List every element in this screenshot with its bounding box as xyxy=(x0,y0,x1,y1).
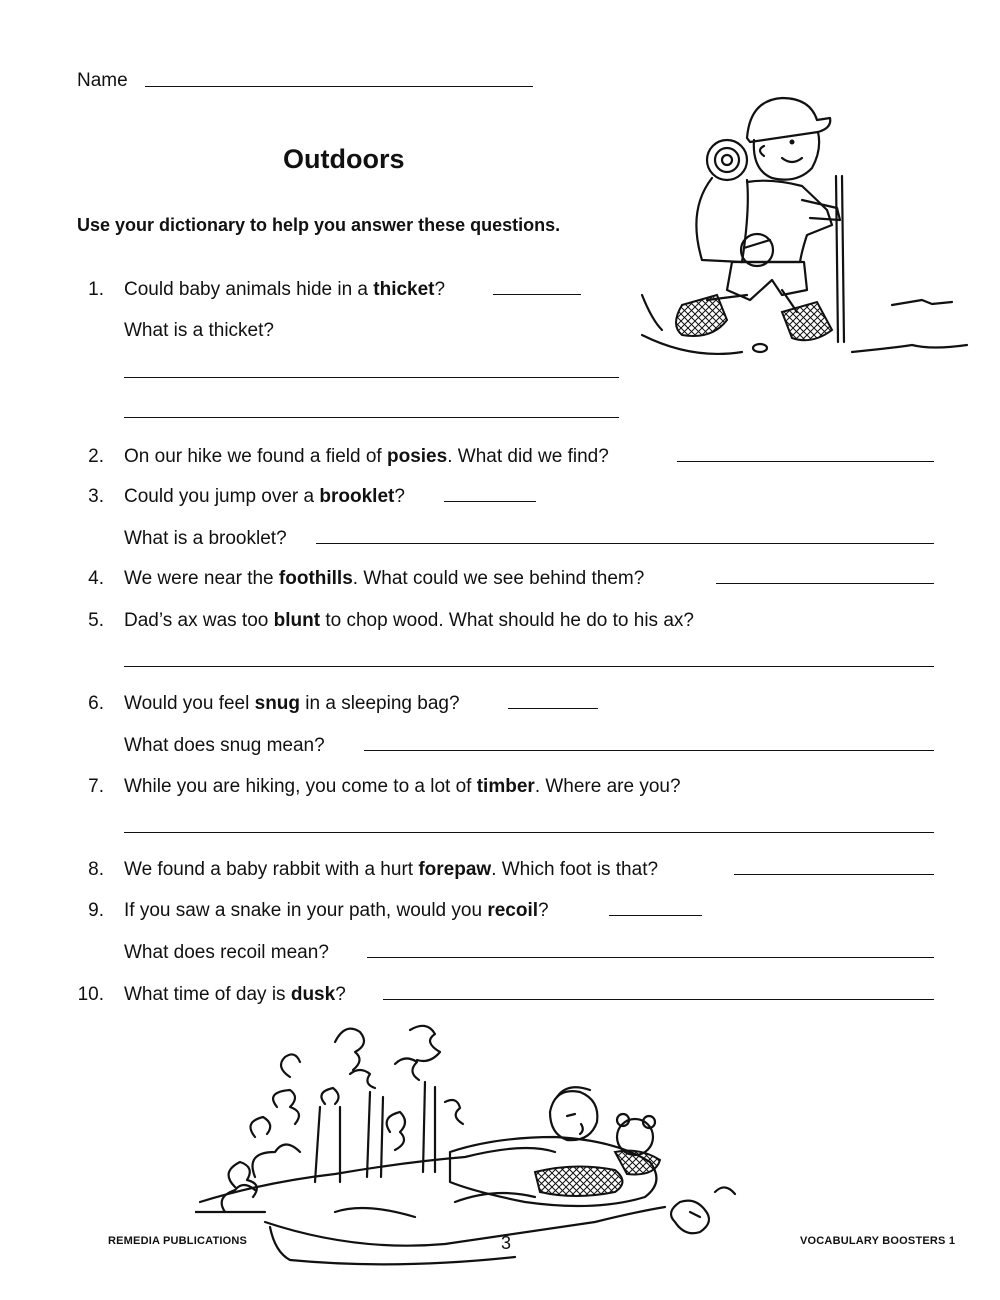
question-number: 7. xyxy=(88,776,104,797)
question-9-text: If you saw a snake in your path, would you recoil? xyxy=(124,900,549,921)
question-1-text: Could baby animals hide in a thicket? xyxy=(124,279,446,300)
answer-line-3a[interactable] xyxy=(444,501,536,502)
question-2-text: On our hike we found a field of posies. What did we find? xyxy=(124,446,609,467)
question-number: 9. xyxy=(88,900,104,921)
question-number: 6. xyxy=(88,693,104,714)
answer-line-10[interactable] xyxy=(383,999,934,1000)
name-answer-line[interactable] xyxy=(145,86,533,87)
instructions: Use your dictionary to help you answer these questions. xyxy=(77,215,561,235)
answer-line-1a[interactable] xyxy=(493,294,581,295)
camper-sleeping-illustration xyxy=(195,1012,750,1272)
question-number: 10. xyxy=(77,984,104,1005)
question-number: 5. xyxy=(88,610,104,631)
question-number: 3. xyxy=(88,486,104,507)
answer-line-9a[interactable] xyxy=(609,915,702,916)
question-4-text: We were near the foothills. What could we see behind them? xyxy=(124,568,645,589)
answer-line-2[interactable] xyxy=(677,461,934,462)
question-10-text: What time of day is dusk? xyxy=(124,984,346,1005)
question-3-text: Could you jump over a brooklet? xyxy=(124,486,405,507)
footer-series: VOCABULARY BOOSTERS 1 xyxy=(800,1235,956,1247)
question-number: 8. xyxy=(88,859,104,880)
hiker-illustration xyxy=(632,90,972,365)
question-number: 2. xyxy=(88,446,104,467)
question-5-text: Dad’s ax was too blunt to chop wood. What should he do to his ax? xyxy=(124,610,694,631)
question-8-text: We found a baby rabbit with a hurt forepaw. Which foot is that? xyxy=(124,859,659,880)
answer-line-1b[interactable] xyxy=(124,377,619,378)
question-3-follow: What is a brooklet? xyxy=(124,528,287,549)
question-7-text: While you are hiking, you come to a lot of timber. Where are you? xyxy=(124,776,681,797)
footer-publisher: REMEDIA PUBLICATIONS xyxy=(108,1235,248,1247)
answer-line-1c[interactable] xyxy=(124,417,619,418)
answer-line-4[interactable] xyxy=(716,583,934,584)
answer-line-3b[interactable] xyxy=(316,543,934,544)
question-6-follow: What does snug mean? xyxy=(124,735,325,756)
question-9-follow: What does recoil mean? xyxy=(124,942,329,963)
question-1-follow: What is a thicket? xyxy=(124,320,274,341)
answer-line-9b[interactable] xyxy=(367,957,934,958)
page-title: Outdoors xyxy=(283,144,405,174)
question-number: 4. xyxy=(88,568,104,589)
question-6-text: Would you feel snug in a sleeping bag? xyxy=(124,693,460,714)
name-label: Name xyxy=(77,70,128,91)
page-number: 3 xyxy=(501,1233,512,1253)
answer-line-6b[interactable] xyxy=(364,750,934,751)
answer-line-8[interactable] xyxy=(734,874,934,875)
question-number: 1. xyxy=(88,279,104,300)
answer-line-5[interactable] xyxy=(124,666,934,667)
answer-line-6a[interactable] xyxy=(508,708,598,709)
answer-line-7[interactable] xyxy=(124,832,934,833)
